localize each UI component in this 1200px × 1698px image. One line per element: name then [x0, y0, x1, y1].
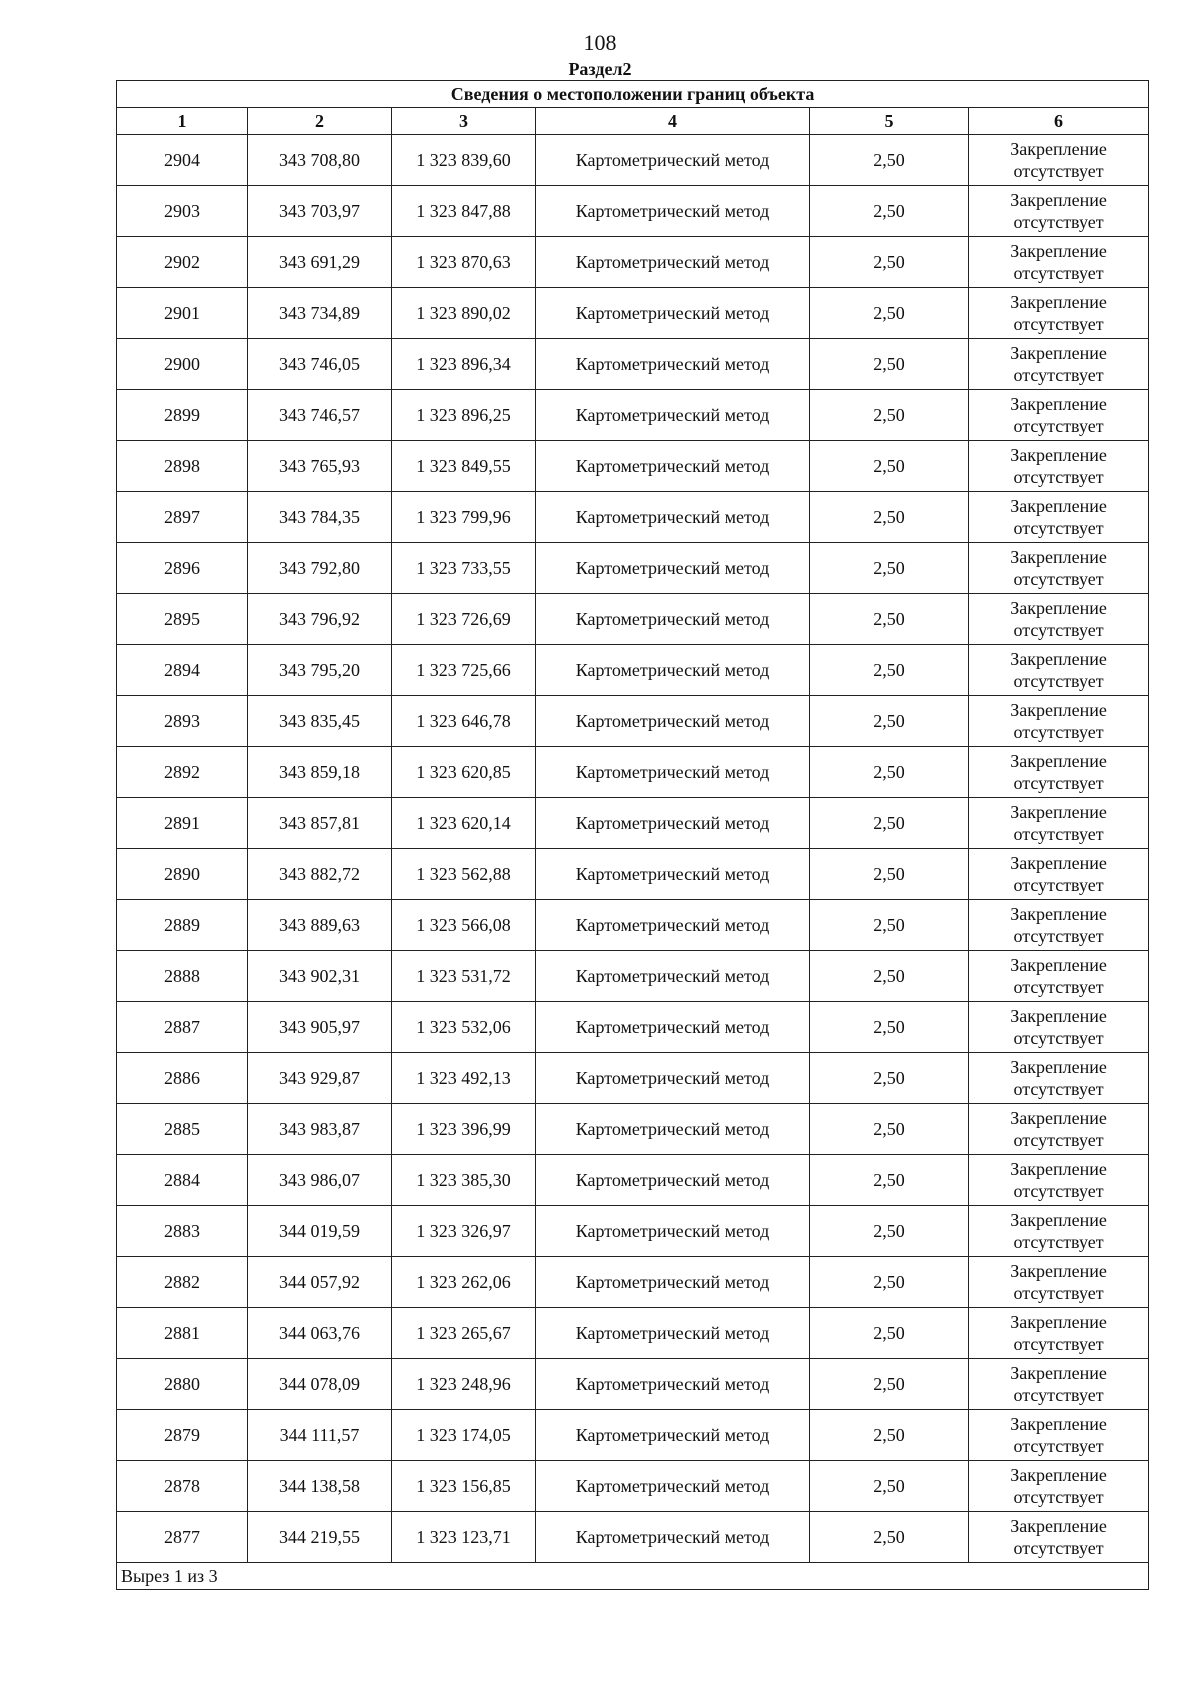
x-coordinate-cell: 343 708,80	[248, 135, 392, 186]
page-number: 108	[583, 30, 617, 55]
y-coordinate-cell: 1 323 123,71	[392, 1512, 536, 1563]
precision-cell: 2,50	[810, 543, 969, 594]
fixation-line-1: Закрепление	[1010, 496, 1107, 516]
method-cell: Картометрический метод	[536, 951, 810, 1002]
y-coordinate-cell: 1 323 492,13	[392, 1053, 536, 1104]
y-coordinate-cell: 1 323 566,08	[392, 900, 536, 951]
method-cell: Картометрический метод	[536, 237, 810, 288]
fixation-line-2: отсутствует	[1013, 1079, 1104, 1099]
fixation-description-cell	[969, 441, 1149, 492]
y-coordinate-cell: 1 323 531,72	[392, 951, 536, 1002]
fixation-line-2: отсутствует	[1013, 1436, 1104, 1456]
x-coordinate-cell: 343 929,87	[248, 1053, 392, 1104]
fixation-line-1: Закрепление	[1010, 1414, 1107, 1434]
precision-cell: 2,50	[810, 1308, 969, 1359]
method-cell: Картометрический метод	[536, 1155, 810, 1206]
precision-cell: 2,50	[810, 186, 969, 237]
table-row	[117, 186, 1149, 237]
fixation-line-1: Закрепление	[1010, 598, 1107, 618]
method-cell: Картометрический метод	[536, 900, 810, 951]
table-row	[117, 441, 1149, 492]
method-cell: Картометрический метод	[536, 1053, 810, 1104]
table-row	[117, 339, 1149, 390]
table-row	[117, 645, 1149, 696]
point-number-cell: 2877	[117, 1512, 248, 1563]
fixation-line-2: отсутствует	[1013, 212, 1104, 232]
x-coordinate-cell: 344 057,92	[248, 1257, 392, 1308]
y-coordinate-cell: 1 323 326,97	[392, 1206, 536, 1257]
y-coordinate-cell: 1 323 839,60	[392, 135, 536, 186]
fixation-line-1: Закрепление	[1010, 190, 1107, 210]
precision-cell: 2,50	[810, 1410, 969, 1461]
x-coordinate-cell: 344 111,57	[248, 1410, 392, 1461]
point-number-cell: 2889	[117, 900, 248, 951]
x-coordinate-cell: 343 795,20	[248, 645, 392, 696]
x-coordinate-cell: 344 063,76	[248, 1308, 392, 1359]
precision-cell: 2,50	[810, 1206, 969, 1257]
y-coordinate-cell: 1 323 174,05	[392, 1410, 536, 1461]
x-coordinate-cell: 344 019,59	[248, 1206, 392, 1257]
fixation-line-1: Закрепление	[1010, 802, 1107, 822]
fixation-line-2: отсутствует	[1013, 416, 1104, 436]
table-body	[117, 135, 1149, 1563]
method-cell: Картометрический метод	[536, 1359, 810, 1410]
precision-cell: 2,50	[810, 1104, 969, 1155]
y-coordinate-cell: 1 323 799,96	[392, 492, 536, 543]
table-row	[117, 1461, 1149, 1512]
method-cell: Картометрический метод	[536, 543, 810, 594]
y-coordinate-cell: 1 323 890,02	[392, 288, 536, 339]
table-row	[117, 288, 1149, 339]
fixation-line-2: отсутствует	[1013, 161, 1104, 181]
table-row	[117, 1053, 1149, 1104]
precision-cell: 2,50	[810, 1512, 969, 1563]
fixation-line-2: отсутствует	[1013, 1283, 1104, 1303]
fixation-description-cell	[969, 390, 1149, 441]
fixation-line-2: отсутствует	[1013, 365, 1104, 385]
precision-cell: 2,50	[810, 237, 969, 288]
method-cell: Картометрический метод	[536, 747, 810, 798]
fixation-description-cell	[969, 747, 1149, 798]
fixation-description-cell	[969, 849, 1149, 900]
x-coordinate-cell: 343 902,31	[248, 951, 392, 1002]
method-cell: Картометрический метод	[536, 798, 810, 849]
fixation-description-cell	[969, 135, 1149, 186]
fixation-description-cell	[969, 1104, 1149, 1155]
fixation-line-2: отсутствует	[1013, 1028, 1104, 1048]
table-caption-row	[117, 81, 1149, 108]
y-coordinate-cell: 1 323 896,25	[392, 390, 536, 441]
point-number-cell: 2898	[117, 441, 248, 492]
precision-cell: 2,50	[810, 951, 969, 1002]
y-coordinate-cell: 1 323 896,34	[392, 339, 536, 390]
precision-cell: 2,50	[810, 1257, 969, 1308]
table-footer: Вырез 1 из 3	[117, 1563, 1149, 1590]
fixation-line-2: отсутствует	[1013, 1232, 1104, 1252]
fixation-description-cell	[969, 1053, 1149, 1104]
table-caption: Сведения о местоположении границ объекта	[117, 81, 1149, 108]
precision-cell: 2,50	[810, 645, 969, 696]
y-coordinate-cell: 1 323 620,85	[392, 747, 536, 798]
fixation-line-2: отсутствует	[1013, 1130, 1104, 1150]
point-number-cell: 2878	[117, 1461, 248, 1512]
x-coordinate-cell: 343 784,35	[248, 492, 392, 543]
method-cell: Картометрический метод	[536, 390, 810, 441]
table-row	[117, 237, 1149, 288]
precision-cell: 2,50	[810, 696, 969, 747]
y-coordinate-cell: 1 323 847,88	[392, 186, 536, 237]
y-coordinate-cell: 1 323 870,63	[392, 237, 536, 288]
fixation-description-cell	[969, 288, 1149, 339]
x-coordinate-cell: 343 986,07	[248, 1155, 392, 1206]
fixation-line-2: отсутствует	[1013, 1538, 1104, 1558]
point-number-cell: 2903	[117, 186, 248, 237]
table-row	[117, 543, 1149, 594]
point-number-cell: 2902	[117, 237, 248, 288]
method-cell: Картометрический метод	[536, 849, 810, 900]
y-coordinate-cell: 1 323 849,55	[392, 441, 536, 492]
x-coordinate-cell: 343 905,97	[248, 1002, 392, 1053]
fixation-line-1: Закрепление	[1010, 904, 1107, 924]
y-coordinate-cell: 1 323 248,96	[392, 1359, 536, 1410]
y-coordinate-cell: 1 323 733,55	[392, 543, 536, 594]
fixation-line-1: Закрепление	[1010, 394, 1107, 414]
method-cell: Картометрический метод	[536, 186, 810, 237]
point-number-cell: 2896	[117, 543, 248, 594]
fixation-description-cell	[969, 237, 1149, 288]
column-header-6: 6	[969, 108, 1149, 135]
fixation-line-1: Закрепление	[1010, 1465, 1107, 1485]
x-coordinate-cell: 343 746,57	[248, 390, 392, 441]
fixation-line-1: Закрепление	[1010, 1261, 1107, 1281]
point-number-cell: 2884	[117, 1155, 248, 1206]
fixation-description-cell	[969, 1308, 1149, 1359]
point-number-cell: 2899	[117, 390, 248, 441]
fixation-description-cell	[969, 1359, 1149, 1410]
y-coordinate-cell: 1 323 646,78	[392, 696, 536, 747]
precision-cell: 2,50	[810, 1053, 969, 1104]
method-cell: Картометрический метод	[536, 696, 810, 747]
table-row	[117, 747, 1149, 798]
fixation-description-cell	[969, 543, 1149, 594]
point-number-cell: 2900	[117, 339, 248, 390]
fixation-description-cell	[969, 900, 1149, 951]
fixation-line-1: Закрепление	[1010, 343, 1107, 363]
fixation-line-1: Закрепление	[1010, 241, 1107, 261]
fixation-line-1: Закрепление	[1010, 1108, 1107, 1128]
point-number-cell: 2888	[117, 951, 248, 1002]
fixation-description-cell	[969, 1155, 1149, 1206]
x-coordinate-cell: 343 796,92	[248, 594, 392, 645]
precision-cell: 2,50	[810, 288, 969, 339]
precision-cell: 2,50	[810, 441, 969, 492]
column-header-2: 2	[248, 108, 392, 135]
method-cell: Картометрический метод	[536, 492, 810, 543]
method-cell: Картометрический метод	[536, 1104, 810, 1155]
method-cell: Картометрический метод	[536, 1461, 810, 1512]
table-row	[117, 594, 1149, 645]
table-row	[117, 1410, 1149, 1461]
point-number-cell: 2890	[117, 849, 248, 900]
table-row	[117, 1359, 1149, 1410]
precision-cell: 2,50	[810, 1002, 969, 1053]
point-number-cell: 2897	[117, 492, 248, 543]
point-number-cell: 2894	[117, 645, 248, 696]
point-number-cell: 2881	[117, 1308, 248, 1359]
fixation-description-cell	[969, 339, 1149, 390]
column-header-1: 1	[117, 108, 248, 135]
precision-cell: 2,50	[810, 900, 969, 951]
fixation-line-1: Закрепление	[1010, 1006, 1107, 1026]
fixation-line-1: Закрепление	[1010, 955, 1107, 975]
table-header-row	[117, 108, 1149, 135]
table-row	[117, 696, 1149, 747]
fixation-line-1: Закрепление	[1010, 292, 1107, 312]
fixation-line-2: отсутствует	[1013, 1334, 1104, 1354]
fixation-description-cell	[969, 1512, 1149, 1563]
fixation-line-1: Закрепление	[1010, 1516, 1107, 1536]
method-cell: Картометрический метод	[536, 135, 810, 186]
fixation-description-cell	[969, 645, 1149, 696]
point-number-cell: 2895	[117, 594, 248, 645]
method-cell: Картометрический метод	[536, 1002, 810, 1053]
fixation-line-2: отсутствует	[1013, 1181, 1104, 1201]
fixation-description-cell	[969, 594, 1149, 645]
y-coordinate-cell: 1 323 620,14	[392, 798, 536, 849]
fixation-line-1: Закрепление	[1010, 547, 1107, 567]
point-number-cell: 2892	[117, 747, 248, 798]
table-row	[117, 849, 1149, 900]
precision-cell: 2,50	[810, 390, 969, 441]
fixation-line-1: Закрепление	[1010, 1159, 1107, 1179]
fixation-line-2: отсутствует	[1013, 620, 1104, 640]
table-footer-row	[117, 1563, 1149, 1590]
x-coordinate-cell: 343 734,89	[248, 288, 392, 339]
point-number-cell: 2882	[117, 1257, 248, 1308]
fixation-line-2: отсутствует	[1013, 773, 1104, 793]
precision-cell: 2,50	[810, 1155, 969, 1206]
point-number-cell: 2904	[117, 135, 248, 186]
y-coordinate-cell: 1 323 725,66	[392, 645, 536, 696]
fixation-line-2: отсутствует	[1013, 671, 1104, 691]
fixation-description-cell	[969, 951, 1149, 1002]
fixation-description-cell	[969, 798, 1149, 849]
point-number-cell: 2883	[117, 1206, 248, 1257]
y-coordinate-cell: 1 323 562,88	[392, 849, 536, 900]
fixation-line-1: Закрепление	[1010, 1057, 1107, 1077]
fixation-line-1: Закрепление	[1010, 1210, 1107, 1230]
fixation-line-2: отсутствует	[1013, 467, 1104, 487]
y-coordinate-cell: 1 323 156,85	[392, 1461, 536, 1512]
y-coordinate-cell: 1 323 396,99	[392, 1104, 536, 1155]
fixation-line-2: отсутствует	[1013, 977, 1104, 997]
table-row	[117, 1104, 1149, 1155]
fixation-description-cell	[969, 1206, 1149, 1257]
fixation-description-cell	[969, 1002, 1149, 1053]
y-coordinate-cell: 1 323 726,69	[392, 594, 536, 645]
point-number-cell: 2879	[117, 1410, 248, 1461]
fixation-line-2: отсутствует	[1013, 1385, 1104, 1405]
point-number-cell: 2891	[117, 798, 248, 849]
x-coordinate-cell: 343 859,18	[248, 747, 392, 798]
fixation-line-2: отсутствует	[1013, 824, 1104, 844]
table-row	[117, 492, 1149, 543]
method-cell: Картометрический метод	[536, 1257, 810, 1308]
x-coordinate-cell: 343 882,72	[248, 849, 392, 900]
fixation-line-1: Закрепление	[1010, 700, 1107, 720]
method-cell: Картометрический метод	[536, 594, 810, 645]
fixation-line-2: отсутствует	[1013, 1487, 1104, 1507]
point-number-cell: 2880	[117, 1359, 248, 1410]
method-cell: Картометрический метод	[536, 339, 810, 390]
section-title: Раздел2	[568, 59, 632, 79]
boundary-table	[116, 80, 1149, 1590]
table-row	[117, 1257, 1149, 1308]
x-coordinate-cell: 343 703,97	[248, 186, 392, 237]
fixation-line-2: отсутствует	[1013, 518, 1104, 538]
point-number-cell: 2885	[117, 1104, 248, 1155]
x-coordinate-cell: 344 138,58	[248, 1461, 392, 1512]
fixation-line-1: Закрепление	[1010, 649, 1107, 669]
table-row	[117, 951, 1149, 1002]
fixation-line-2: отсутствует	[1013, 722, 1104, 742]
precision-cell: 2,50	[810, 135, 969, 186]
method-cell: Картометрический метод	[536, 288, 810, 339]
fixation-line-1: Закрепление	[1010, 445, 1107, 465]
method-cell: Картометрический метод	[536, 1206, 810, 1257]
fixation-line-1: Закрепление	[1010, 751, 1107, 771]
column-header-5: 5	[810, 108, 969, 135]
precision-cell: 2,50	[810, 1359, 969, 1410]
x-coordinate-cell: 343 765,93	[248, 441, 392, 492]
x-coordinate-cell: 343 792,80	[248, 543, 392, 594]
point-number-cell: 2893	[117, 696, 248, 747]
y-coordinate-cell: 1 323 262,06	[392, 1257, 536, 1308]
table-row	[117, 900, 1149, 951]
precision-cell: 2,50	[810, 798, 969, 849]
fixation-line-2: отсутствует	[1013, 314, 1104, 334]
fixation-description-cell	[969, 186, 1149, 237]
column-header-3: 3	[392, 108, 536, 135]
point-number-cell: 2901	[117, 288, 248, 339]
precision-cell: 2,50	[810, 747, 969, 798]
table-row	[117, 135, 1149, 186]
precision-cell: 2,50	[810, 849, 969, 900]
method-cell: Картометрический метод	[536, 1308, 810, 1359]
precision-cell: 2,50	[810, 594, 969, 645]
x-coordinate-cell: 343 857,81	[248, 798, 392, 849]
fixation-description-cell	[969, 492, 1149, 543]
y-coordinate-cell: 1 323 265,67	[392, 1308, 536, 1359]
fixation-line-2: отсутствует	[1013, 926, 1104, 946]
fixation-line-2: отсутствует	[1013, 875, 1104, 895]
method-cell: Картометрический метод	[536, 645, 810, 696]
fixation-line-1: Закрепление	[1010, 139, 1107, 159]
precision-cell: 2,50	[810, 1461, 969, 1512]
column-header-4: 4	[536, 108, 810, 135]
fixation-description-cell	[969, 696, 1149, 747]
fixation-description-cell	[969, 1257, 1149, 1308]
table-row	[117, 1206, 1149, 1257]
precision-cell: 2,50	[810, 339, 969, 390]
table-row	[117, 1308, 1149, 1359]
fixation-description-cell	[969, 1461, 1149, 1512]
table-row	[117, 1002, 1149, 1053]
x-coordinate-cell: 343 835,45	[248, 696, 392, 747]
x-coordinate-cell: 344 078,09	[248, 1359, 392, 1410]
precision-cell: 2,50	[810, 492, 969, 543]
x-coordinate-cell: 344 219,55	[248, 1512, 392, 1563]
fixation-description-cell	[969, 1410, 1149, 1461]
fixation-line-1: Закрепление	[1010, 853, 1107, 873]
x-coordinate-cell: 343 746,05	[248, 339, 392, 390]
x-coordinate-cell: 343 889,63	[248, 900, 392, 951]
method-cell: Картометрический метод	[536, 1512, 810, 1563]
fixation-line-1: Закрепление	[1010, 1312, 1107, 1332]
method-cell: Картометрический метод	[536, 441, 810, 492]
fixation-line-2: отсутствует	[1013, 569, 1104, 589]
y-coordinate-cell: 1 323 532,06	[392, 1002, 536, 1053]
fixation-line-2: отсутствует	[1013, 263, 1104, 283]
table-row	[117, 390, 1149, 441]
table-row	[117, 798, 1149, 849]
x-coordinate-cell: 343 983,87	[248, 1104, 392, 1155]
method-cell: Картометрический метод	[536, 1410, 810, 1461]
fixation-line-1: Закрепление	[1010, 1363, 1107, 1383]
x-coordinate-cell: 343 691,29	[248, 237, 392, 288]
point-number-cell: 2887	[117, 1002, 248, 1053]
y-coordinate-cell: 1 323 385,30	[392, 1155, 536, 1206]
point-number-cell: 2886	[117, 1053, 248, 1104]
table-row	[117, 1155, 1149, 1206]
table-row	[117, 1512, 1149, 1563]
